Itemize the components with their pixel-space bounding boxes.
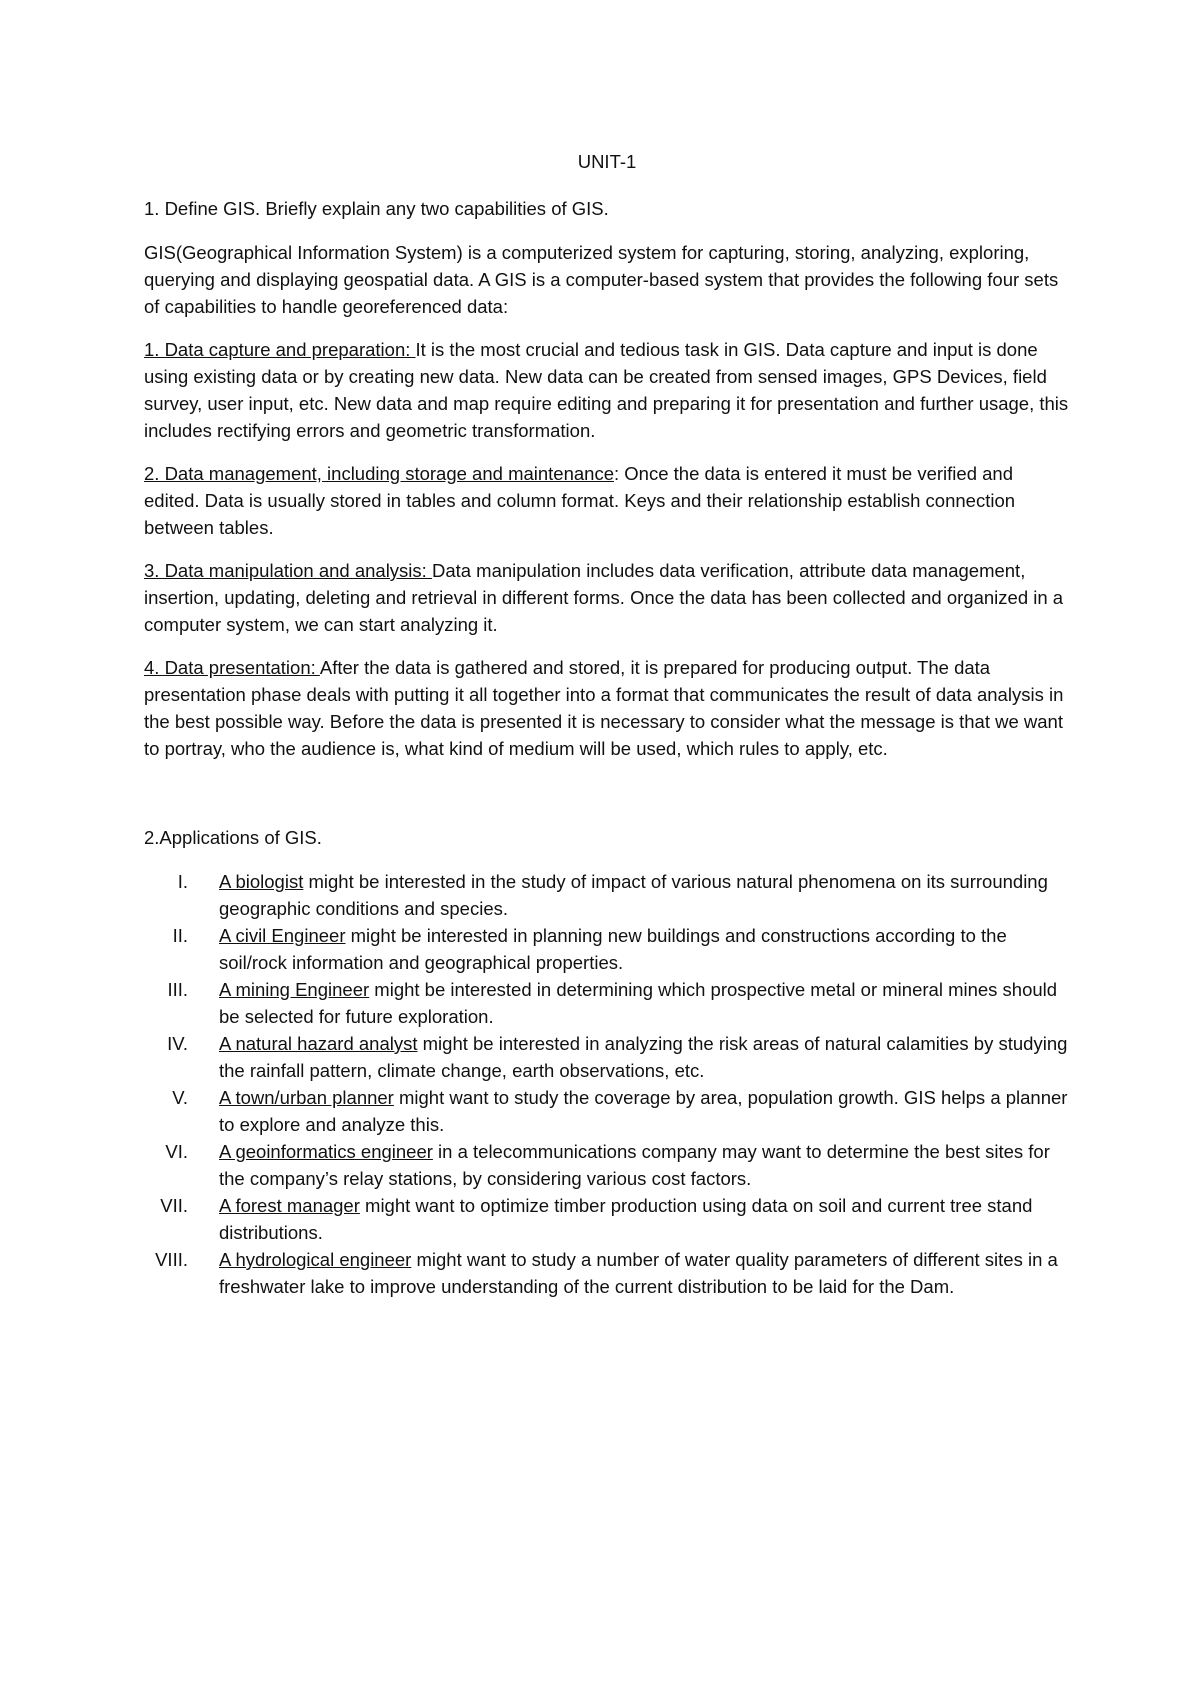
application-text: might want to study a number of water quality parameters of different sites in a freshwater lake to improve understanding of the current distribution to be laid for the Dam. xyxy=(219,1249,1058,1297)
list-item xyxy=(144,1246,1070,1300)
capability-text: : Once the data is entered it must be verified and edited. Data is usually stored in tables and column format. Keys and their relationship establish connection between tables. xyxy=(144,463,1016,538)
capability-text: Data manipulation includes data verification, attribute data management, insertion, updating, deleting and retrieval in different forms. Once the data has been collected and organized in a computer system, we can start analyzing it. xyxy=(144,560,1064,635)
capability-label: 3. Data manipulation and analysis: xyxy=(144,560,432,581)
application-text: might want to optimize timber production using data on soil and current tree stand distributions. xyxy=(219,1195,1033,1243)
list-item xyxy=(144,1030,1070,1084)
list-numeral: II. xyxy=(172,925,188,946)
application-text: might want to study the coverage by area, population growth. GIS helps a planner to explore and analyze this. xyxy=(219,1087,1068,1135)
capability-data-management xyxy=(144,460,1070,541)
capability-label: 2. Data management, including storage and maintenance xyxy=(144,463,614,484)
list-numeral: V. xyxy=(172,1087,188,1108)
application-text: might be interested in planning new buildings and constructions according to the soil/rock information and geographical properties. xyxy=(219,925,1007,973)
application-role: A biologist xyxy=(219,871,304,892)
application-role: A hydrological engineer xyxy=(219,1249,412,1270)
application-role: A natural hazard analyst xyxy=(219,1033,418,1054)
application-text: might be interested in determining which prospective metal or mineral mines should be selected for future exploration. xyxy=(219,979,1058,1027)
list-numeral: III. xyxy=(167,979,188,1000)
question-1-heading: 1. Define GIS. Briefly explain any two capabilities of GIS. xyxy=(144,198,609,219)
list-item xyxy=(144,922,1070,976)
list-item xyxy=(144,1192,1070,1246)
application-text: might be interested in the study of impact of various natural phenomena on its surrounding geographic conditions and species. xyxy=(219,871,1048,919)
application-role: A civil Engineer xyxy=(219,925,346,946)
list-numeral: IV. xyxy=(167,1033,188,1054)
question-2-heading: 2.Applications of GIS. xyxy=(144,827,322,848)
application-text: in a telecommunications company may want to determine the best sites for the company’s relay stations, by considering various cost factors. xyxy=(219,1141,1050,1189)
section-spacer xyxy=(144,778,1070,824)
list-numeral: VI. xyxy=(165,1141,188,1162)
list-numeral: VII. xyxy=(160,1195,188,1216)
applications-list xyxy=(144,868,1070,1300)
list-item xyxy=(144,1084,1070,1138)
application-role: A mining Engineer xyxy=(219,979,370,1000)
list-numeral: I. xyxy=(177,871,188,892)
list-numeral: VIII. xyxy=(155,1249,188,1270)
capability-text: It is the most crucial and tedious task in GIS. Data capture and input is done using existing data or by creating new data. New data can be created from sensed images, GPS Devices, field survey, user input, etc. New data and map require editing and preparing it for presentation and further usage, this includes rectifying errors and geometric transformation. xyxy=(144,339,1069,441)
application-role: A geoinformatics engineer xyxy=(219,1141,433,1162)
gis-definition-paragraph: GIS(Geographical Information System) is a computerized system for capturing, storing, analyzing, exploring, querying and displaying geospatial data. A GIS is a computer-based system that provides the following four sets of capabilities to handle georeferenced data: xyxy=(144,242,1059,317)
list-item xyxy=(144,868,1070,922)
capability-label: 4. Data presentation: xyxy=(144,657,320,678)
page-title: UNIT-1 xyxy=(577,151,637,172)
list-item xyxy=(144,976,1070,1030)
capability-label: 1. Data capture and preparation: xyxy=(144,339,416,360)
list-item xyxy=(144,1138,1070,1192)
application-role: A town/urban planner xyxy=(219,1087,394,1108)
capability-data-presentation xyxy=(144,654,1070,762)
application-text: might be interested in analyzing the risk areas of natural calamities by studying the rainfall pattern, climate change, earth observations, etc. xyxy=(219,1033,1068,1081)
capability-text: After the data is gathered and stored, it is prepared for producing output. The data presentation phase deals with putting it all together into a format that communicates the result of data analysis in the best possible way. Before the data is presented it is necessary to consider what the message is that we want to portray, who the audience is, what kind of medium will be used, which rules to apply, etc. xyxy=(144,657,1064,759)
capability-data-capture xyxy=(144,336,1070,444)
application-role: A forest manager xyxy=(219,1195,360,1216)
capability-data-manipulation xyxy=(144,557,1070,638)
